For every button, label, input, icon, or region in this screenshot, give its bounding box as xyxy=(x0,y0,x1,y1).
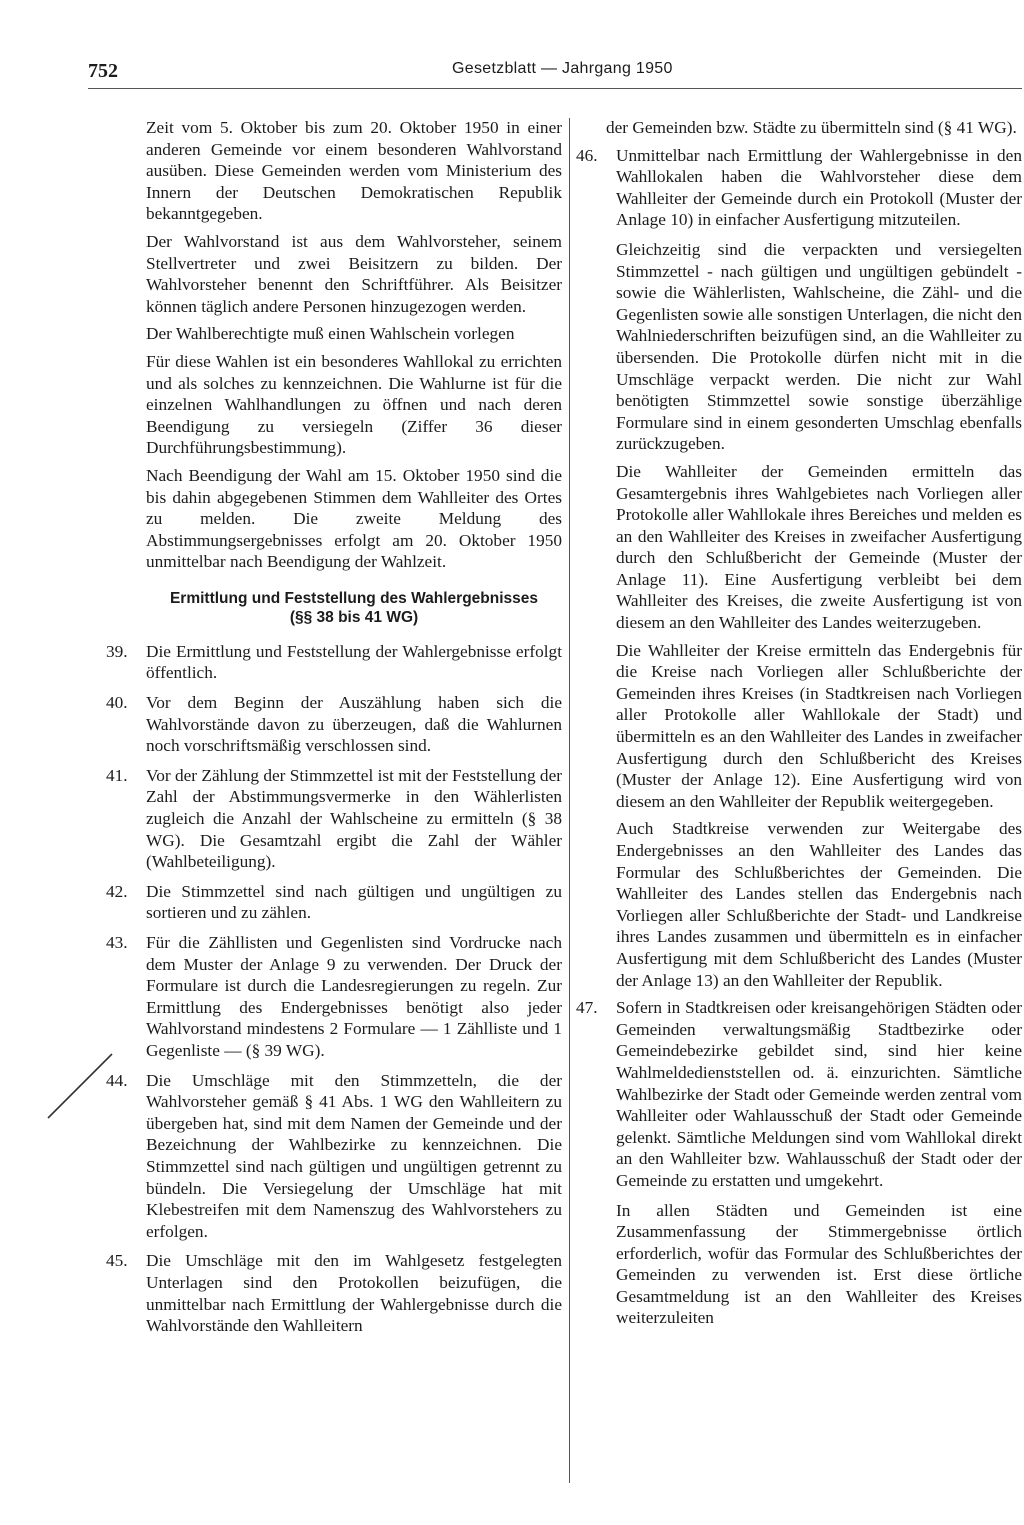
running-title: Gesetzblatt — Jahrgang 1950 xyxy=(452,60,673,77)
item-39 xyxy=(106,641,562,684)
item-43 xyxy=(106,932,562,1062)
item-text: Die Umschläge mit den im Wahlgesetz festgelegten Unterlagen sind den Protokollen beizufügen, die unmittelbar nach Ermittlung der Wahlergebnisse durch die Wahlvorstände den Wahlleitern xyxy=(146,1251,562,1336)
left-paragraph-1: Zeit vom 5. Oktober bis zum 20. Oktober 1950 in einer anderen Gemeinde vor einem besonderen Wahlvorstand ausüben. Diese Gemeinden werden vom Ministerium des Innern der Deutschen Demokratischen Republik bekanntgegeben. xyxy=(146,118,562,224)
left-paragraph-4: Für diese Wahlen ist ein besonderes Wahllokal zu errichten und als solches zu kennzeichnen. Die Wahlurne ist für die einzelnen Wahlhandlungen zu öffnen und nach deren Beendigung zu versiegeln (Ziffer 36 dieser Durchführungsbestimmung). xyxy=(146,351,562,458)
left-paragraph-5: Nach Beendigung der Wahl am 15. Oktober 1950 sind die bis dahin abgegebenen Stimmen dem Wahlleiter des Ortes zu melden. Die zweite Meldung des Abstimmungsergebnisses erfolgt am 20. Oktober 1950 unmittelbar nach Beendigung der Wahlzeit. xyxy=(146,465,562,572)
item-number: 43. xyxy=(106,933,128,952)
right-column xyxy=(576,117,1022,1335)
item-number: 42. xyxy=(106,881,128,901)
item-number: 46. xyxy=(576,145,598,165)
item-text: Die Stimmzettel sind nach gültigen und ungültigen zu sortieren und zu zählen. xyxy=(146,881,562,923)
item-41 xyxy=(106,765,562,873)
left-column xyxy=(106,117,562,1345)
item-number: 44. xyxy=(106,1070,128,1090)
header-rule xyxy=(88,88,1022,89)
item-44 xyxy=(106,1070,562,1243)
page-number: 752 xyxy=(88,60,118,82)
item-number: 41. xyxy=(106,765,128,785)
left-paragraph-3: Der Wahlberechtigte muß einen Wahlschein vorlegen xyxy=(146,324,515,344)
item-text: Für die Zähllisten und Gegenlisten sind Vordrucke nach dem Muster der Anlage 9 zu verwenden. Der Druck der Formulare ist durch die Landesregierungen zu regeln. Zur Ermittlung des Endergebnisses benötigt also jeder Wahlvorstand mindestens 2 Formulare — 1 Zählliste und 1 Gegenliste — (§ 39 WG). xyxy=(146,933,562,1060)
item-46 xyxy=(576,145,1022,231)
item-46-paragraph-2: Gleichzeitig sind die verpackten und versiegelten Stimmzettel - nach gültigen und ungültigen gebündelt - sowie die Wählerlisten, Wahlscheine, die Zähl- und die Gegenlisten sowie alle sonstigen Unterlagen, die nicht den Wahlniederschriften beizufügen sind, an die Wahlleiter zu übersenden. Die Protokolle dürfen nicht mit in die Umschläge verpackt werden. Die nicht zur Wahl benötigten Stimmzettel sowie sonstige überzählige Formulare sind in einem gesonderten Umschlag ebenfalls zurückzugeben. xyxy=(616,239,1022,454)
item-text: Vor der Zählung der Stimmzettel ist mit der Feststellung der Zahl der Abstimmungsvermerke in den Wählerlisten zugleich die Anzahl der Wahlscheine zu ermitteln (§ 38 WG). Die Gesamtzahl ergibt die Zahl der Wähler (Wahlbeteiligung). xyxy=(146,765,562,872)
left-paragraph-2: Der Wahlvorstand ist aus dem Wahlvorsteher, seinem Stellvertreter und zwei Beisitzern zu bilden. Der Wahlvorsteher benennt den Schriftführer. Als Beisitzer können täglich andere Personen hinzugezogen werden. xyxy=(146,231,562,316)
item-40 xyxy=(106,692,562,757)
item-number: 45. xyxy=(106,1251,128,1271)
item-42 xyxy=(106,881,562,924)
item-text: Sofern in Stadtkreisen oder kreisangehörigen Städten oder Gemeinden verwaltungsmäßig Stadtbezirke oder Gemeindebezirke gebildet sind, sind hier keine Wahlmeldedienststellen od. ä. einzurichten. Sämtliche Wahlbezirke der Stadt oder Gemeinde werden zentral vom Wahlleiter oder Wahlausschuß der Stadt oder Gemeinde gelenkt. Sämtliche Meldungen sind vom Wahllokal direkt an den Wahlleiter bzw. Wahlausschuß der Stadt oder der Gemeinde zu erstatten und umgekehrt. xyxy=(616,998,1022,1190)
item-text: Die Umschläge mit den Stimmzetteln, die der Wahlvorsteher gemäß § 41 Abs. 1 WG den Wahlleitern zu übergeben hat, sind mit dem Namen der Gemeinde und der Bezeichnung der Wahlbezirke zu kennzeichnen. Die Stimmzettel sind nach gültigen und ungültigen getrennt zu bündeln. Die Versiegelung der Umschläge hat mit Klebestreifen mit dem Namenszug des Wahlvorstehers zu erfolgen. xyxy=(146,1070,562,1241)
item-47 xyxy=(576,997,1022,1191)
column-divider xyxy=(569,118,570,1483)
item-47-paragraph-2: In allen Städten und Gemeinden ist eine Zusammenfassung der Stimmergebnisse örtlich erforderlich, wofür das Formular des Schlußberichtes der Gemeinden zu verwenden ist. Erst diese örtliche Gesamtmeldung ist an den Wahlleiter des Kreises weiterzuleiten xyxy=(616,1200,1022,1328)
item-number: 47. xyxy=(576,998,598,1018)
item-45 xyxy=(106,1250,562,1336)
item-number: 40. xyxy=(106,693,128,713)
item-text: Unmittelbar nach Ermittlung der Wahlergebnisse in den Wahllokalen haben die Wahlvorsteher diese dem Wahlleiter der Gemeinde durch ein Protokoll (Muster der Anlage 10) in einfacher Ausfertigung mitzuteilen. xyxy=(616,145,1022,230)
section-heading-subtitle: (§§ 38 bis 41 WG) xyxy=(289,608,419,626)
pencil-stroke-mark xyxy=(44,1052,114,1122)
item-text: Die Ermittlung und Feststellung der Wahlergebnisse erfolgt öffentlich. xyxy=(146,641,562,683)
item-45-continuation: der Gemeinden bzw. Städte zu übermitteln sind (§ 41 WG). xyxy=(606,118,1017,137)
item-46-paragraph-5: Auch Stadtkreise verwenden zur Weitergabe des Endergebnisses an den Wahlleiter des Landes das Formular des Schlußberichtes der Gemeinden. Die Wahlleiter des Landes stellen das Endergebnis nach Vorliegen aller Schlußberichte der Stadt- und Landkreise ihres Landes zusammen und übermitteln es in einfacher Ausfertigung mit dem Schlußbericht des Landes (Muster der Anlage 13) an den Wahlleiter der Republik. xyxy=(616,819,1022,990)
item-text: Vor dem Beginn der Auszählung haben sich die Wahlvorstände davon zu überzeugen, daß die Wahlurnen noch vorschriftsmäßig verschlossen sind. xyxy=(146,693,562,756)
section-heading-title: Ermittlung und Feststellung des Wahlergebnisses xyxy=(169,589,539,607)
item-46-paragraph-4: Die Wahlleiter der Kreise ermitteln das Endergebnis für die Kreise nach Vorliegen aller Schlußberichte der Gemeinden ihres Kreises (in Stadtkreisen nach Vorliegen aller Protokolle aller Wahllokale der Stadt) und übermitteln es an den Wahlleiter des Landes in zweifacher Ausfertigung durch den Schlußbericht des Kreises (Muster der Anlage 12). Eine Ausfertigung wird von diesem an den Wahlleiter der Republik weitergegeben. xyxy=(616,640,1022,811)
item-number: 39. xyxy=(106,641,128,661)
item-46-paragraph-3: Die Wahlleiter der Gemeinden ermitteln das Gesamtergebnis ihres Wahlgebietes nach Vorliegen aller Protokolle aller Wahllokale ihres Bereiches und melden es an den Wahlleiter des Kreises in zweifacher Ausfertigung durch den Schlußbericht der Gemeinde (Muster der Anlage 11). Eine Ausfertigung verbleibt bei dem Wahlleiter des Kreises, die zweite Ausfertigung ist von diesem an den Wahlleiter des Landes weiterzugeben. xyxy=(616,461,1022,633)
section-heading xyxy=(106,589,562,627)
